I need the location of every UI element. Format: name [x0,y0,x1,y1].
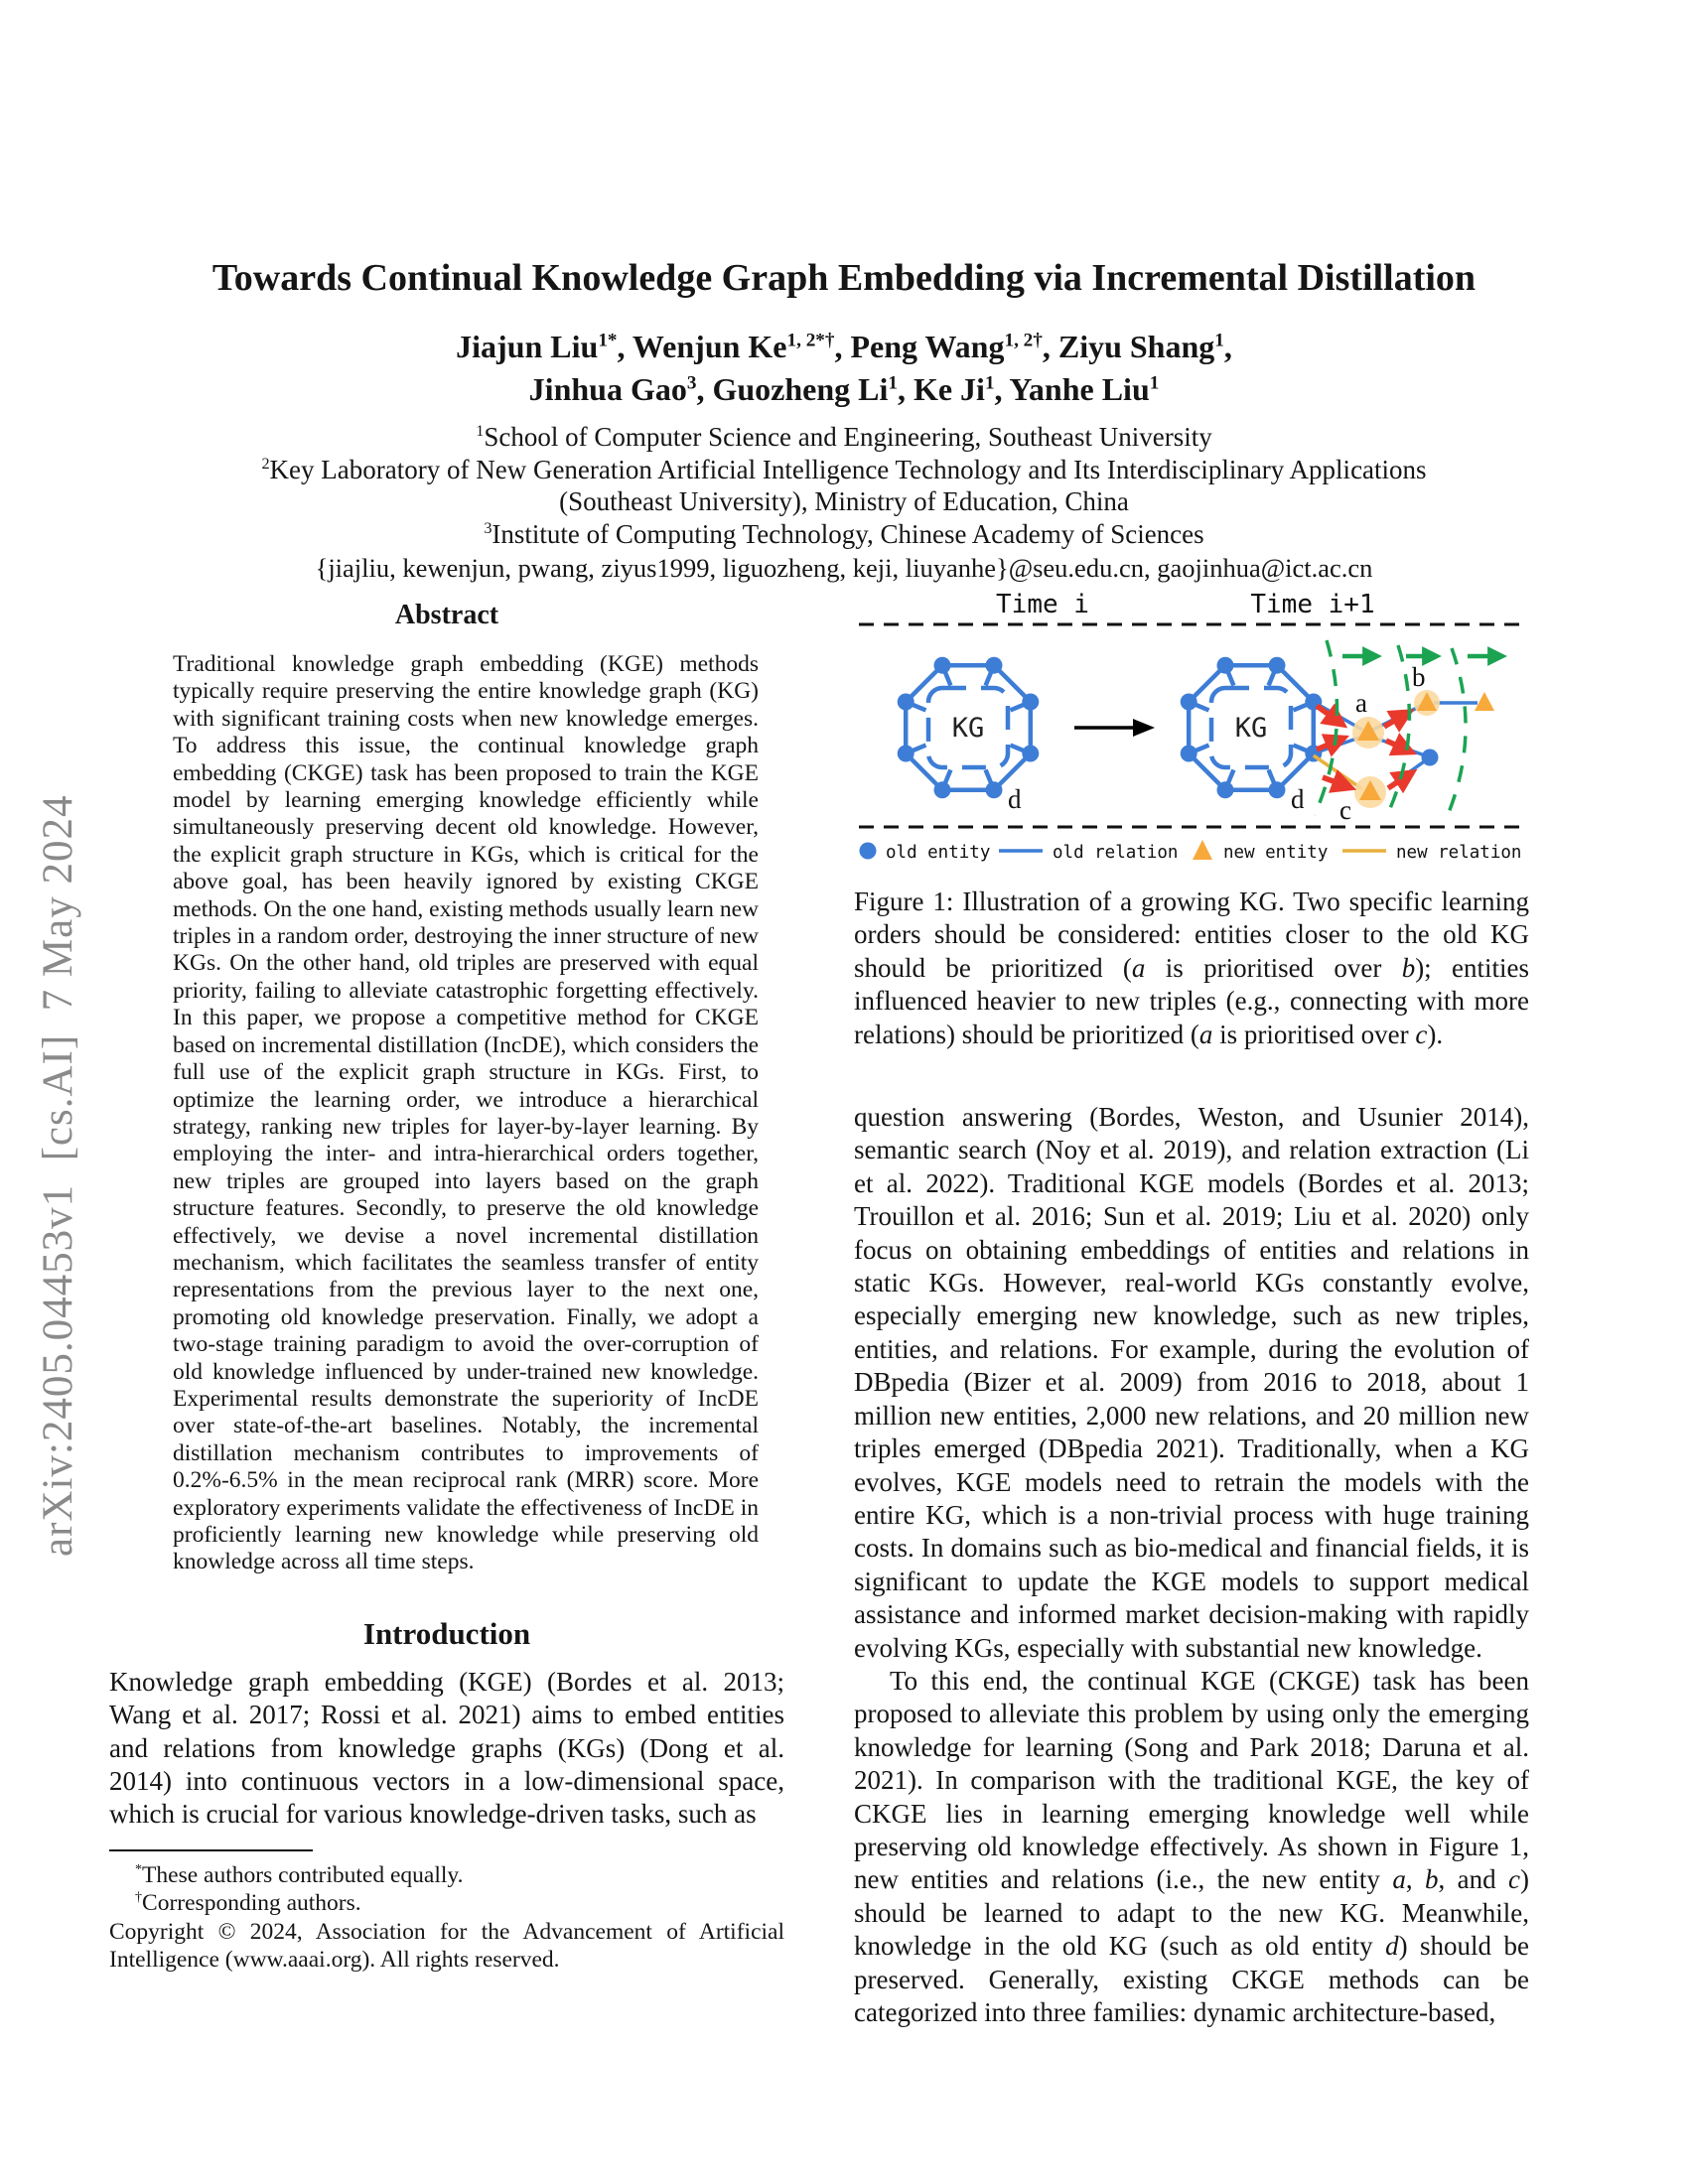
introduction-paragraph: Knowledge graph embedding (KGE) (Bordes et al. 2013; Wang et al. 2017; Rossi et al. 2021) aims to embed entities and relations from knowledge graphs (KGs) (Dong et al. 2014) into continuous vectors in a low-dimensional space, which is crucial for various knowledge-driven tasks, such as [109,1666,784,1830]
new-entity-legend-icon [1193,840,1212,860]
old-entity-legend-label: old entity [886,843,991,863]
old-entity-node-right [1422,750,1439,766]
time-i-plus-1-label: Time i+1 [1250,591,1375,619]
footnote-copyright: Copyright © 2024, Association for the Advancement of Artificial Intelligence (www.aaai.org). All rights reserved. [109,1918,784,1974]
right-column-paragraph-2: To this end, the continual KGE (CKGE) task has been proposed to alleviate this problem by using only the emerging knowledge for learning (Song and Park 2018; Daruna et al. 2021). In comparison with the traditional KGE, the key of CKGE lies in learning emerging knowledge well while preserving old knowledge effectively. As shown in Figure 1, new entities and relations (i.e., the new entity a, b, and c) should be learned to adapt to the new KG. Meanwhile, knowledge in the old KG (such as old entity d) should be preserved. Generally, existing CKGE methods can be categorized into three families: dynamic architecture-based, [854,1665,1530,2027]
footnote-equal-contribution: *These authors contributed equally. [135,1861,464,1888]
right-column [854,591,1529,2029]
time-i-label: Time i [996,591,1089,619]
introduction-heading: Introduction [362,1615,531,1651]
new-entity-b-label: b [1412,662,1426,692]
figure-caption: Figure 1: Illustration of a growing KG. Two specific learning orders should be considered: entities closer to the old KG should be prioritized (a is prioritised over b); entities influenced heavier to new triples (e.g., connecting with more relations) should be prioritized (a is prioritised over c). [854,887,1529,1049]
new-entity-legend-label: new entity [1223,843,1329,863]
abstract-text: Traditional knowledge graph embedding (KGE) methods typically require preserving the entire knowledge graph (KG) with significant training costs when new knowledge emerges. To address this issue, the continual knowledge graph embedding (CKGE) task has been proposed to train the KGE model by learning emerging knowledge efficiently while simultaneously preserving decent old knowledge. However, the explicit graph structure in KGs, which is critical for the above goal, has been heavily ignored by existing CKGE methods. On the one hand, existing methods usually learn new triples in a random order, destroying the inner structure of new KGs. On the other hand, old triples are preserved with equal priority, failing to alleviate catastrophic forgetting effectively. In this paper, we propose a competitive method for CKGE based on incremental distillation (IncDE), which considers the full use of the explicit graph structure in KGs. First, to optimize the learning order, we introduce a hierarchical strategy, ranking new triples for layer-by-layer learning. By employing the inter- and intra-hierarchical orders together, new triples are grouped into layers based on the graph structure features. Secondly, to preserve the old knowledge effectively, we devise a novel incremental distillation mechanism, which facilitates the seamless transfer of entity representations from the previous layer to the next one, promoting old knowledge preservation. Finally, we adopt a two-stage training paradigm to avoid the over-corruption of old knowledge influenced by under-trained new knowledge. Experimental results demonstrate the superiority of IncDE over state-of-the-art baselines. Notably, the incremental distillation mechanism contributes to improvements of 0.2%-6.5% in the mean reciprocal rank (MRR) score. More exploratory experiments validate the effectiveness of IncDE in proficiently learning new knowledge while preserving old knowledge across all time steps. [173,651,759,1575]
affiliation-2-cont: (Southeast University), Ministry of Education, China [559,486,1129,516]
figure-legend [860,840,1522,863]
old-relation-legend-label: old relation [1053,843,1179,863]
layer-order-arrows [1315,640,1501,815]
left-column [109,600,784,1975]
affiliation-1: $^1$School of Computer Science and Engineering, Southeast University [476,422,1212,452]
footnote-rule [109,1849,313,1851]
abstract-heading: Abstract [394,600,499,630]
old-entity-d-label-left: d [1008,784,1022,814]
new-entity-a-label: a [1355,688,1367,718]
footnote-corresponding-authors: †Corresponding authors. [135,1889,361,1917]
author-line-2: Jinhua Gao$^3$, Guozheng Li$^1$, Ke Ji$^1$, Yanhe Liu$^1$ [528,371,1160,407]
old-entity-d-label-right: d [1291,784,1305,814]
new-entity-c-label: c [1339,795,1351,825]
author-emails: {jiajliu, kewenjun, pwang, ziyus1999, liguozheng, keji, liuyanhe}@seu.edu.cn, gaojinhua@ict.ac.cn [315,553,1373,583]
affiliation-2: $^2$Key Laboratory of New Generation Artificial Intelligence Technology and Its Interdisciplinary Applications [261,454,1427,484]
emerging-knowledge [1314,662,1494,825]
author-line-1: Jiajun Liu$^{1*}$, Wenjun $Ke^{1, 2*\dagger}$, Peng Wang$^{1, 2\dagger}$, Ziyu Shang$^1$, [456,329,1232,364]
old-entity-legend-icon [860,843,877,860]
evolution-arrow-icon [1074,719,1155,737]
new-relation-legend-label: new relation [1396,843,1522,863]
kg-label-left: KG [951,713,985,744]
right-column-paragraph-1: question answering (Bordes, Weston, and Usunier 2014), semantic search (Noy et al. 2019), and relation extraction (Li et al. 2022). Traditional KGE models (Bordes et al. 2013; Trouillon et al. 2016; Sun et al. 2019; Liu et al. 2020) only focus on obtaining embeddings of entities and relations in static KGs. However, real-world KGs constantly evolve, especially emerging new knowledge, such as new triples, entities, and relations. For example, during the evolution of DBpedia (Bizer et al. 2009) from 2016 to 2018, about 1 million new entities, 2,000 new relations, and 20 million new triples emerged (DBpedia 2021). Traditionally, when a KG evolves, KGE models need to retrain the models with the entire KG, which is a non-trivial process with huge training costs. In domains such as bio-medical and financial fields, it is significant to update the KGE models to support medical assistance and informed market decision-making with rapidly evolving KGs, especially with substantial new knowledge. [854,1102,1529,1663]
paper-title: Towards Continual Knowledge Graph Embedding via Incremental Distillation [211,257,1477,299]
figure-1-growing-kg [854,591,1529,874]
paper-header [84,254,1604,584]
old-kg-time-i [898,657,1040,814]
kg-label-right: KG [1234,713,1268,744]
new-kg-time-i-plus-1 [1181,657,1323,814]
affiliation-3: $^3$Institute of Computing Technology, Chinese Academy of Sciences [484,518,1204,549]
arxiv-watermark: arXiv:2405.04453v1 [cs.AI] 7 May 2024 [35,794,81,1557]
